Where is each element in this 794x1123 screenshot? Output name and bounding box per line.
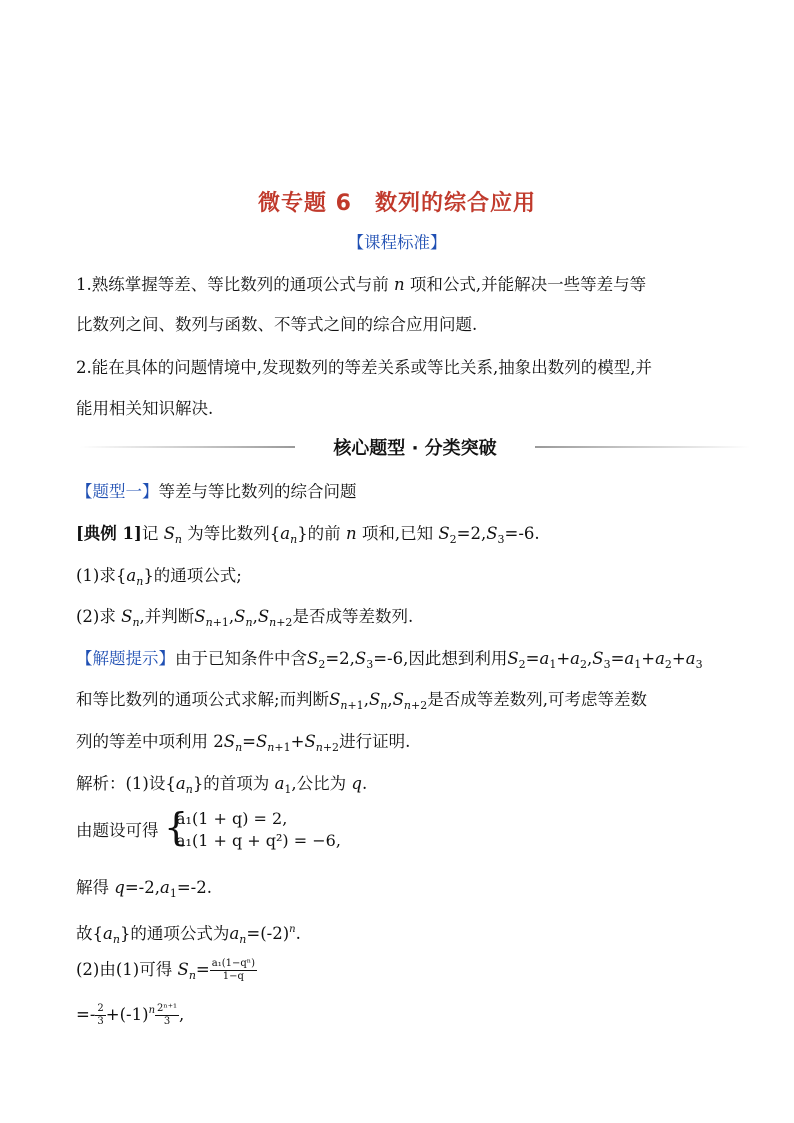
equation-2: a₁(1 + q + q²) = −6, [176,831,341,850]
general-term-formula: 故$\{a_n\}$的通项公式为$a_n=(-2)^n$. [76,924,301,946]
equation-system [176,808,341,852]
standard-item-1-line-2: 比数列之间、数列与函数、不等式之间的综合应用问题. [76,315,478,334]
fraction-power-of-two: $\frac{\text{2ⁿ⁺¹}}{3}$ [157,1003,177,1027]
system-brace: { [164,805,189,849]
system-lead-text: 由题设可得 [76,821,159,840]
fraction-two-thirds: $\frac{2}{3}$ [97,1003,104,1027]
standard-item-2-line-2: 能用相关知识解决. [76,399,214,418]
standard-item-2-line-1: 2.能在具体的问题情境中,发现数列的等差关系或等比关系,抽象出数列的模型,并 [76,358,652,377]
page-title: 微专题 6 数列的综合应用 [258,191,536,216]
course-standard-heading: 【课程标准】 [347,233,447,252]
equation-1: a₁(1 + q) = 2, [176,809,288,828]
section-heading: 核心题型 · 分类突破 [333,438,497,459]
divider-line-right [535,446,750,448]
hint-line-3: 列的等差中项利用 $2S_n=S_{n+1}+S_{n+2}$进行证明. [76,732,411,754]
hint-line-1: 【解题提示】由于已知条件中含$S_2=2,S_3=-6$,因此想到利用$S_2=a_1+a_2,S_3=a_1+a_2+a_3$ [76,649,703,671]
section-divider [80,436,750,458]
hint-line-2: 和等比数列的通项公式求解;而判断$S_{n+1},S_n,S_{n+2}$是否成等差数列,可考虑等差数 [76,690,647,712]
standard-item-1-line-1: 1.熟练掌握等差、等比数列的通项公式与前 n 项和公式,并能解决一些等差与等 [76,275,647,294]
sum-formula-line: (2)由(1)可得 $S_n=$ $\frac{\text{a₁(1−qⁿ)}}{1-q}$ [76,958,255,982]
question-type-1: 【题型一】等差与等比数列的综合问题 [76,482,357,501]
example-1-question-2: (2)求 $S_n$,并判断$S_{n+1},S_n,S_{n+2}$是否成等差数列. [76,607,414,629]
solution-intro: 解析：(1)设$\{a_n\}$的首项为 $a_1$,公比为 q. [76,774,368,796]
example-1-question-1: (1)求$\{a_n\}$的通项公式; [76,566,242,588]
solution-values: 解得 $q=-2,a_1=-2$. [76,878,212,900]
example-1-statement: [典例 1]记 $S_n$ 为等比数列$\{a_n\}$的前 n 项和,已知 $S_2=2,S_3=-6$. [76,524,540,546]
sum-simplified-line: =- $\frac{2}{3}$ $+(-1)^n$ $\frac{\text{2ⁿ⁺¹}}{3}$ , [76,1003,185,1027]
sum-fraction: $\frac{\text{a₁(1−qⁿ)}}{1-q}$ [211,958,255,982]
